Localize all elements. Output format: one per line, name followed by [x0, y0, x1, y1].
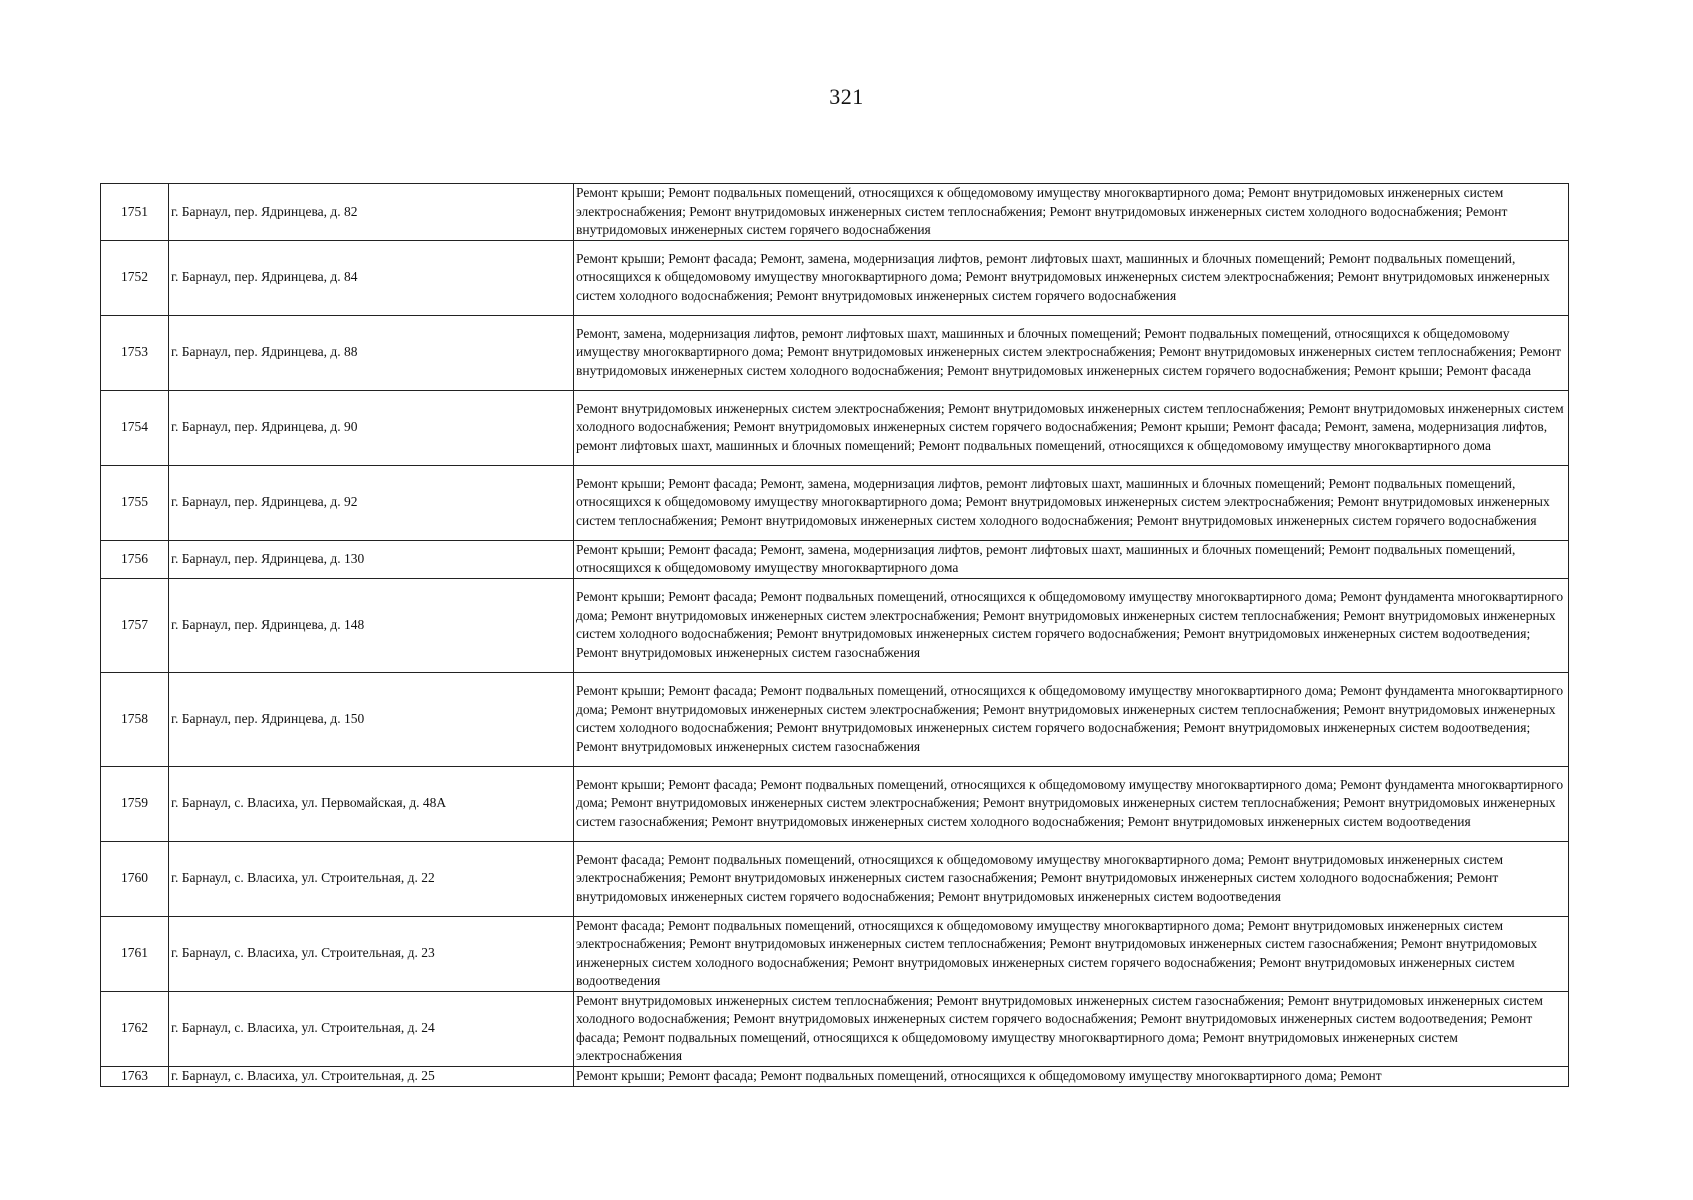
table-row [101, 540, 1569, 578]
row-works-text: Ремонт крыши; Ремонт фасада; Ремонт подвальных помещений, относящихся к общедомовому имуществу многоквартирного дома; Ремонт [576, 1067, 1382, 1083]
row-works: Ремонт фасада; Ремонт подвальных помещений, относящихся к общедомовому имуществу многоквартирного дома; Ремонт внутридомовых инженерных систем электроснабжения; Ремонт внутридомовых инженерных систем теплоснабжения; Ремонт внутридомовых инженерных систем газоснабжения; Ремонт внутридомовых инженерных систем холодного водоснабжения; Ремонт внутридомовых инженерных систем горячего водоснабжения; Ремонт внутридомовых инженерных систем водоотведения [574, 916, 1569, 991]
row-works: Ремонт крыши; Ремонт фасада; Ремонт, замена, модернизация лифтов, ремонт лифтовых шахт, машинных и блочных помещений; Ремонт подвальных помещений, относящихся к общедомовому имуществу многоквартирного дома [574, 540, 1569, 578]
table-row [101, 240, 1569, 315]
table-row [101, 991, 1569, 1066]
row-number: 1762 [101, 991, 169, 1066]
row-works: Ремонт крыши; Ремонт фасада; Ремонт подвальных помещений, относящихся к общедомовому имуществу многоквартирного дома; Ремонт фундамента многоквартирного дома; Ремонт внутридомовых инженерных систем электроснабжения; Ремонт внутридомовых инженерных систем теплоснабжения; Ремонт внутридомовых инженерных систем холодного водоснабжения; Ремонт внутридомовых инженерных систем горячего водоснабжения; Ремонт внутридомовых инженерных систем водоотведения; Ремонт внутридомовых инженерных систем газоснабжения [574, 578, 1569, 672]
houses-table [100, 183, 1569, 1087]
table-row [101, 390, 1569, 465]
row-address: г. Барнаул, пер. Ядринцева, д. 82 [169, 184, 574, 241]
row-works: Ремонт крыши; Ремонт фасада; Ремонт, замена, модернизация лифтов, ремонт лифтовых шахт, машинных и блочных помещений; Ремонт подвальных помещений, относящихся к общедомовому имуществу многоквартирного дома; Ремонт внутридомовых инженерных систем электроснабжения; Ремонт внутридомовых инженерных систем холодного водоснабжения; Ремонт внутридомовых инженерных систем горячего водоснабжения [574, 240, 1569, 315]
row-works [574, 1066, 1569, 1086]
table-row [101, 672, 1569, 766]
row-address: г. Барнаул, пер. Ядринцева, д. 148 [169, 578, 574, 672]
table-row [101, 315, 1569, 390]
table-row [101, 1066, 1569, 1086]
row-number: 1755 [101, 465, 169, 540]
page-number: 321 [829, 84, 864, 109]
row-number: 1751 [101, 184, 169, 241]
row-number: 1757 [101, 578, 169, 672]
row-works: Ремонт фасада; Ремонт подвальных помещений, относящихся к общедомовому имуществу многоквартирного дома; Ремонт внутридомовых инженерных систем электроснабжения; Ремонт внутридомовых инженерных систем газоснабжения; Ремонт внутридомовых инженерных систем холодного водоснабжения; Ремонт внутридомовых инженерных систем горячего водоснабжения; Ремонт внутридомовых инженерных систем водоотведения [574, 841, 1569, 916]
row-works: Ремонт крыши; Ремонт подвальных помещений, относящихся к общедомовому имуществу многоквартирного дома; Ремонт внутридомовых инженерных систем электроснабжения; Ремонт внутридомовых инженерных систем теплоснабжения; Ремонт внутридомовых инженерных систем холодного водоснабжения; Ремонт внутридомовых инженерных систем горячего водоснабжения [574, 184, 1569, 241]
row-address: г. Барнаул, с. Власиха, ул. Строительная, д. 23 [169, 916, 574, 991]
row-number: 1754 [101, 390, 169, 465]
table-row [101, 578, 1569, 672]
row-number: 1761 [101, 916, 169, 991]
row-works: Ремонт, замена, модернизация лифтов, ремонт лифтовых шахт, машинных и блочных помещений; Ремонт подвальных помещений, относящихся к общедомовому имуществу многоквартирного дома; Ремонт внутридомовых инженерных систем электроснабжения; Ремонт внутридомовых инженерных систем теплоснабжения; Ремонт внутридомовых инженерных систем холодного водоснабжения; Ремонт внутридомовых инженерных систем горячего водоснабжения; Ремонт крыши; Ремонт фасада [574, 315, 1569, 390]
table-row [101, 766, 1569, 841]
row-number: 1759 [101, 766, 169, 841]
row-number: 1753 [101, 315, 169, 390]
table-row [101, 465, 1569, 540]
row-number: 1760 [101, 841, 169, 916]
row-works: Ремонт крыши; Ремонт фасада; Ремонт подвальных помещений, относящихся к общедомовому имуществу многоквартирного дома; Ремонт фундамента многоквартирного дома; Ремонт внутридомовых инженерных систем электроснабжения; Ремонт внутридомовых инженерных систем теплоснабжения; Ремонт внутридомовых инженерных систем газоснабжения; Ремонт внутридомовых инженерных систем холодного водоснабжения; Ремонт внутридомовых инженерных систем водоотведения [574, 766, 1569, 841]
row-address: г. Барнаул, пер. Ядринцева, д. 88 [169, 315, 574, 390]
row-address: г. Барнаул, пер. Ядринцева, д. 92 [169, 465, 574, 540]
row-number: 1756 [101, 540, 169, 578]
table-row [101, 184, 1569, 241]
table-row [101, 916, 1569, 991]
row-address: г. Барнаул, с. Власиха, ул. Строительная, д. 25 [169, 1066, 574, 1086]
row-address: г. Барнаул, пер. Ядринцева, д. 130 [169, 540, 574, 578]
row-number: 1758 [101, 672, 169, 766]
row-works: Ремонт внутридомовых инженерных систем теплоснабжения; Ремонт внутридомовых инженерных систем газоснабжения; Ремонт внутридомовых инженерных систем холодного водоснабжения; Ремонт внутридомовых инженерных систем горячего водоснабжения; Ремонт внутридомовых инженерных систем водоотведения; Ремонт фасада; Ремонт подвальных помещений, относящихся к общедомовому имуществу многоквартирного дома; Ремонт внутридомовых инженерных систем электроснабжения [574, 991, 1569, 1066]
row-number: 1752 [101, 240, 169, 315]
row-address: г. Барнаул, с. Власиха, ул. Строительная, д. 24 [169, 991, 574, 1066]
row-works: Ремонт внутридомовых инженерных систем электроснабжения; Ремонт внутридомовых инженерных систем теплоснабжения; Ремонт внутридомовых инженерных систем холодного водоснабжения; Ремонт внутридомовых инженерных систем горячего водоснабжения; Ремонт крыши; Ремонт фасада; Ремонт, замена, модернизация лифтов, ремонт лифтовых шахт, машинных и блочных помещений; Ремонт подвальных помещений, относящихся к общедомовому имуществу многоквартирного дома [574, 390, 1569, 465]
row-number: 1763 [101, 1066, 169, 1086]
table-row [101, 841, 1569, 916]
row-address: г. Барнаул, пер. Ядринцева, д. 84 [169, 240, 574, 315]
row-address: г. Барнаул, с. Власиха, ул. Строительная, д. 22 [169, 841, 574, 916]
row-address: г. Барнаул, пер. Ядринцева, д. 90 [169, 390, 574, 465]
row-address: г. Барнаул, пер. Ядринцева, д. 150 [169, 672, 574, 766]
row-address: г. Барнаул, с. Власиха, ул. Первомайская, д. 48А [169, 766, 574, 841]
row-works: Ремонт крыши; Ремонт фасада; Ремонт, замена, модернизация лифтов, ремонт лифтовых шахт, машинных и блочных помещений; Ремонт подвальных помещений, относящихся к общедомовому имуществу многоквартирного дома; Ремонт внутридомовых инженерных систем электроснабжения; Ремонт внутридомовых инженерных систем теплоснабжения; Ремонт внутридомовых инженерных систем холодного водоснабжения; Ремонт внутридомовых инженерных систем горячего водоснабжения [574, 465, 1569, 540]
row-works: Ремонт крыши; Ремонт фасада; Ремонт подвальных помещений, относящихся к общедомовому имуществу многоквартирного дома; Ремонт фундамента многоквартирного дома; Ремонт внутридомовых инженерных систем электроснабжения; Ремонт внутридомовых инженерных систем теплоснабжения; Ремонт внутридомовых инженерных систем холодного водоснабжения; Ремонт внутридомовых инженерных систем горячего водоснабжения; Ремонт внутридомовых инженерных систем водоотведения; Ремонт внутридомовых инженерных систем газоснабжения [574, 672, 1569, 766]
